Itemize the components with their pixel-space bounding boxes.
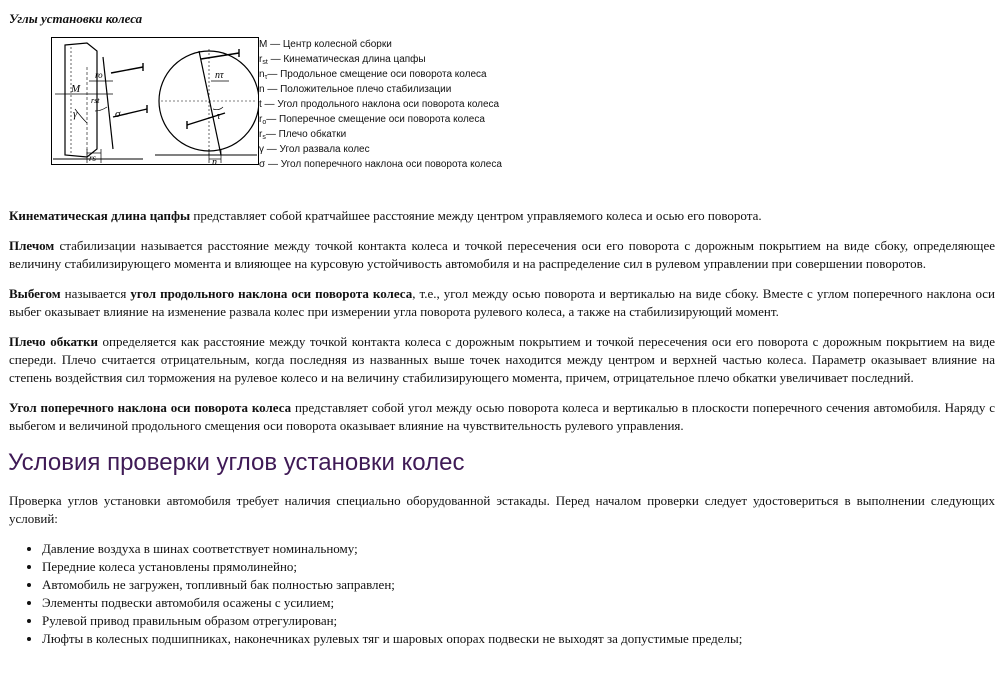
paragraph-kinematic-length: Кинематическая длина цапфы представляет собой кратчайшее расстояние между центром управляемого колеса и осью его поворота. — [9, 208, 762, 223]
legend-row: $r_s—$ Плечо обкатки — [259, 129, 347, 141]
list-item: • Рулевой привод правильным образом отрегулирован; — [42, 612, 995, 630]
document — [9, 0, 995, 648]
list-item: • Элементы подвески автомобиля осажены с усилием; — [42, 594, 995, 612]
diagram-label-m: M — [71, 83, 81, 95]
section-heading: Условия проверки углов установки колес — [8, 449, 465, 476]
list-item: • Передние колеса установлены прямолинейно; — [42, 558, 995, 576]
list-item: • Давление воздуха в шинах соответствует номинальному; — [42, 540, 995, 558]
diagram-label-n: n — [212, 157, 217, 165]
legend-row: $r_{st}$ — Кинематическая длина цапфы — [259, 54, 426, 66]
legend-row: $r_o—$ Поперечное смещение оси поворота колеса — [259, 114, 485, 126]
diagram-label-tau: τ — [217, 111, 221, 122]
list-item: • Люфты в колесных подшипниках, наконечниках рулевых тяг и шаровых опорах подвески не выходят за допустимые пределы; — [42, 630, 995, 648]
diagram-label-rs: rs — [89, 153, 97, 163]
conditions-list — [9, 540, 995, 648]
legend-row: t — Угол продольного наклона оси поворота колеса — [259, 99, 500, 110]
legend-row: σ — Угол поперечного наклона оси поворота колеса — [259, 159, 502, 170]
figure-legend — [259, 38, 502, 173]
paragraph-scrub-radius: Плечо обкатки определяется как расстояние между точкой контакта колеса с дорожным покрытием и точкой пересечения оси его поворота с дорожным покрытием на виде спереди. Плечо считается отрицательным, когда последняя из названных выше точек находится между центром и верхней частью колеса. Параметр оказывает влияние на степень воздействия сил торможения на рулевое колесо и на величину стабилизирующего момента, причем, отрицательное плечо обкатки увеличивает последний. — [9, 334, 995, 385]
paragraph-caster: Выбегом называется угол продольного наклона оси поворота колеса, т.е., угол между осью поворота и вертикалью на виде сбоку. Вместе с углом поперечного наклона оси выбег оказывает влияние на изменение развала колес при измерении угла поворота рулевого колеса, а также на стабилизирующий момент. — [9, 286, 995, 319]
legend-row: M — Центр колесной сборки — [259, 39, 392, 50]
diagram-label-ro: ro — [95, 70, 103, 80]
diagram-label-sigma: σ — [115, 108, 121, 120]
legend-row: γ — Угол развала колес — [259, 144, 370, 155]
diagram-label-nt: nτ — [215, 70, 224, 81]
paragraph-stabilization-arm: Плечом стабилизации называется расстояние между точкой контакта колеса и точкой пересечения оси его поворота с дорожным покрытием на виде сбоку, определяющее величину стабилизирующего момента и влияющее на курсовую устойчивость автомобиля и на распределение сил в рулевом управлении при совершении поворотов. — [9, 238, 995, 271]
diagram-label-gamma: γ — [73, 108, 78, 120]
legend-row: n — Положительное плечо стабилизации — [259, 84, 452, 95]
paragraph-kingpin-inclination: Угол поперечного наклона оси поворота колеса представляет собой угол между осью поворота колеса и вертикалью в плоскости поперечного сечения автомобиля. Наряду с выбегом и величиной продольного смещения оси поворота оказывает влияние на чувствительность рулевого управления. — [9, 400, 996, 433]
document-title: Углы установки колеса — [9, 11, 143, 26]
wheel-angles-figure — [9, 37, 995, 207]
wheel-angles-diagram — [51, 37, 259, 165]
legend-row: $n_\tau—$ Продольное смещение оси поворота колеса — [259, 69, 487, 81]
list-item: • Автомобиль не загружен, топливный бак полностью заправлен; — [42, 576, 995, 594]
section-intro: Проверка углов установки автомобиля требует наличия специально оборудованной эстакады. Перед началом проверки следует удостовериться в выполнении следующих условий: — [9, 493, 995, 526]
diagram-label-rst: rst — [91, 96, 100, 105]
